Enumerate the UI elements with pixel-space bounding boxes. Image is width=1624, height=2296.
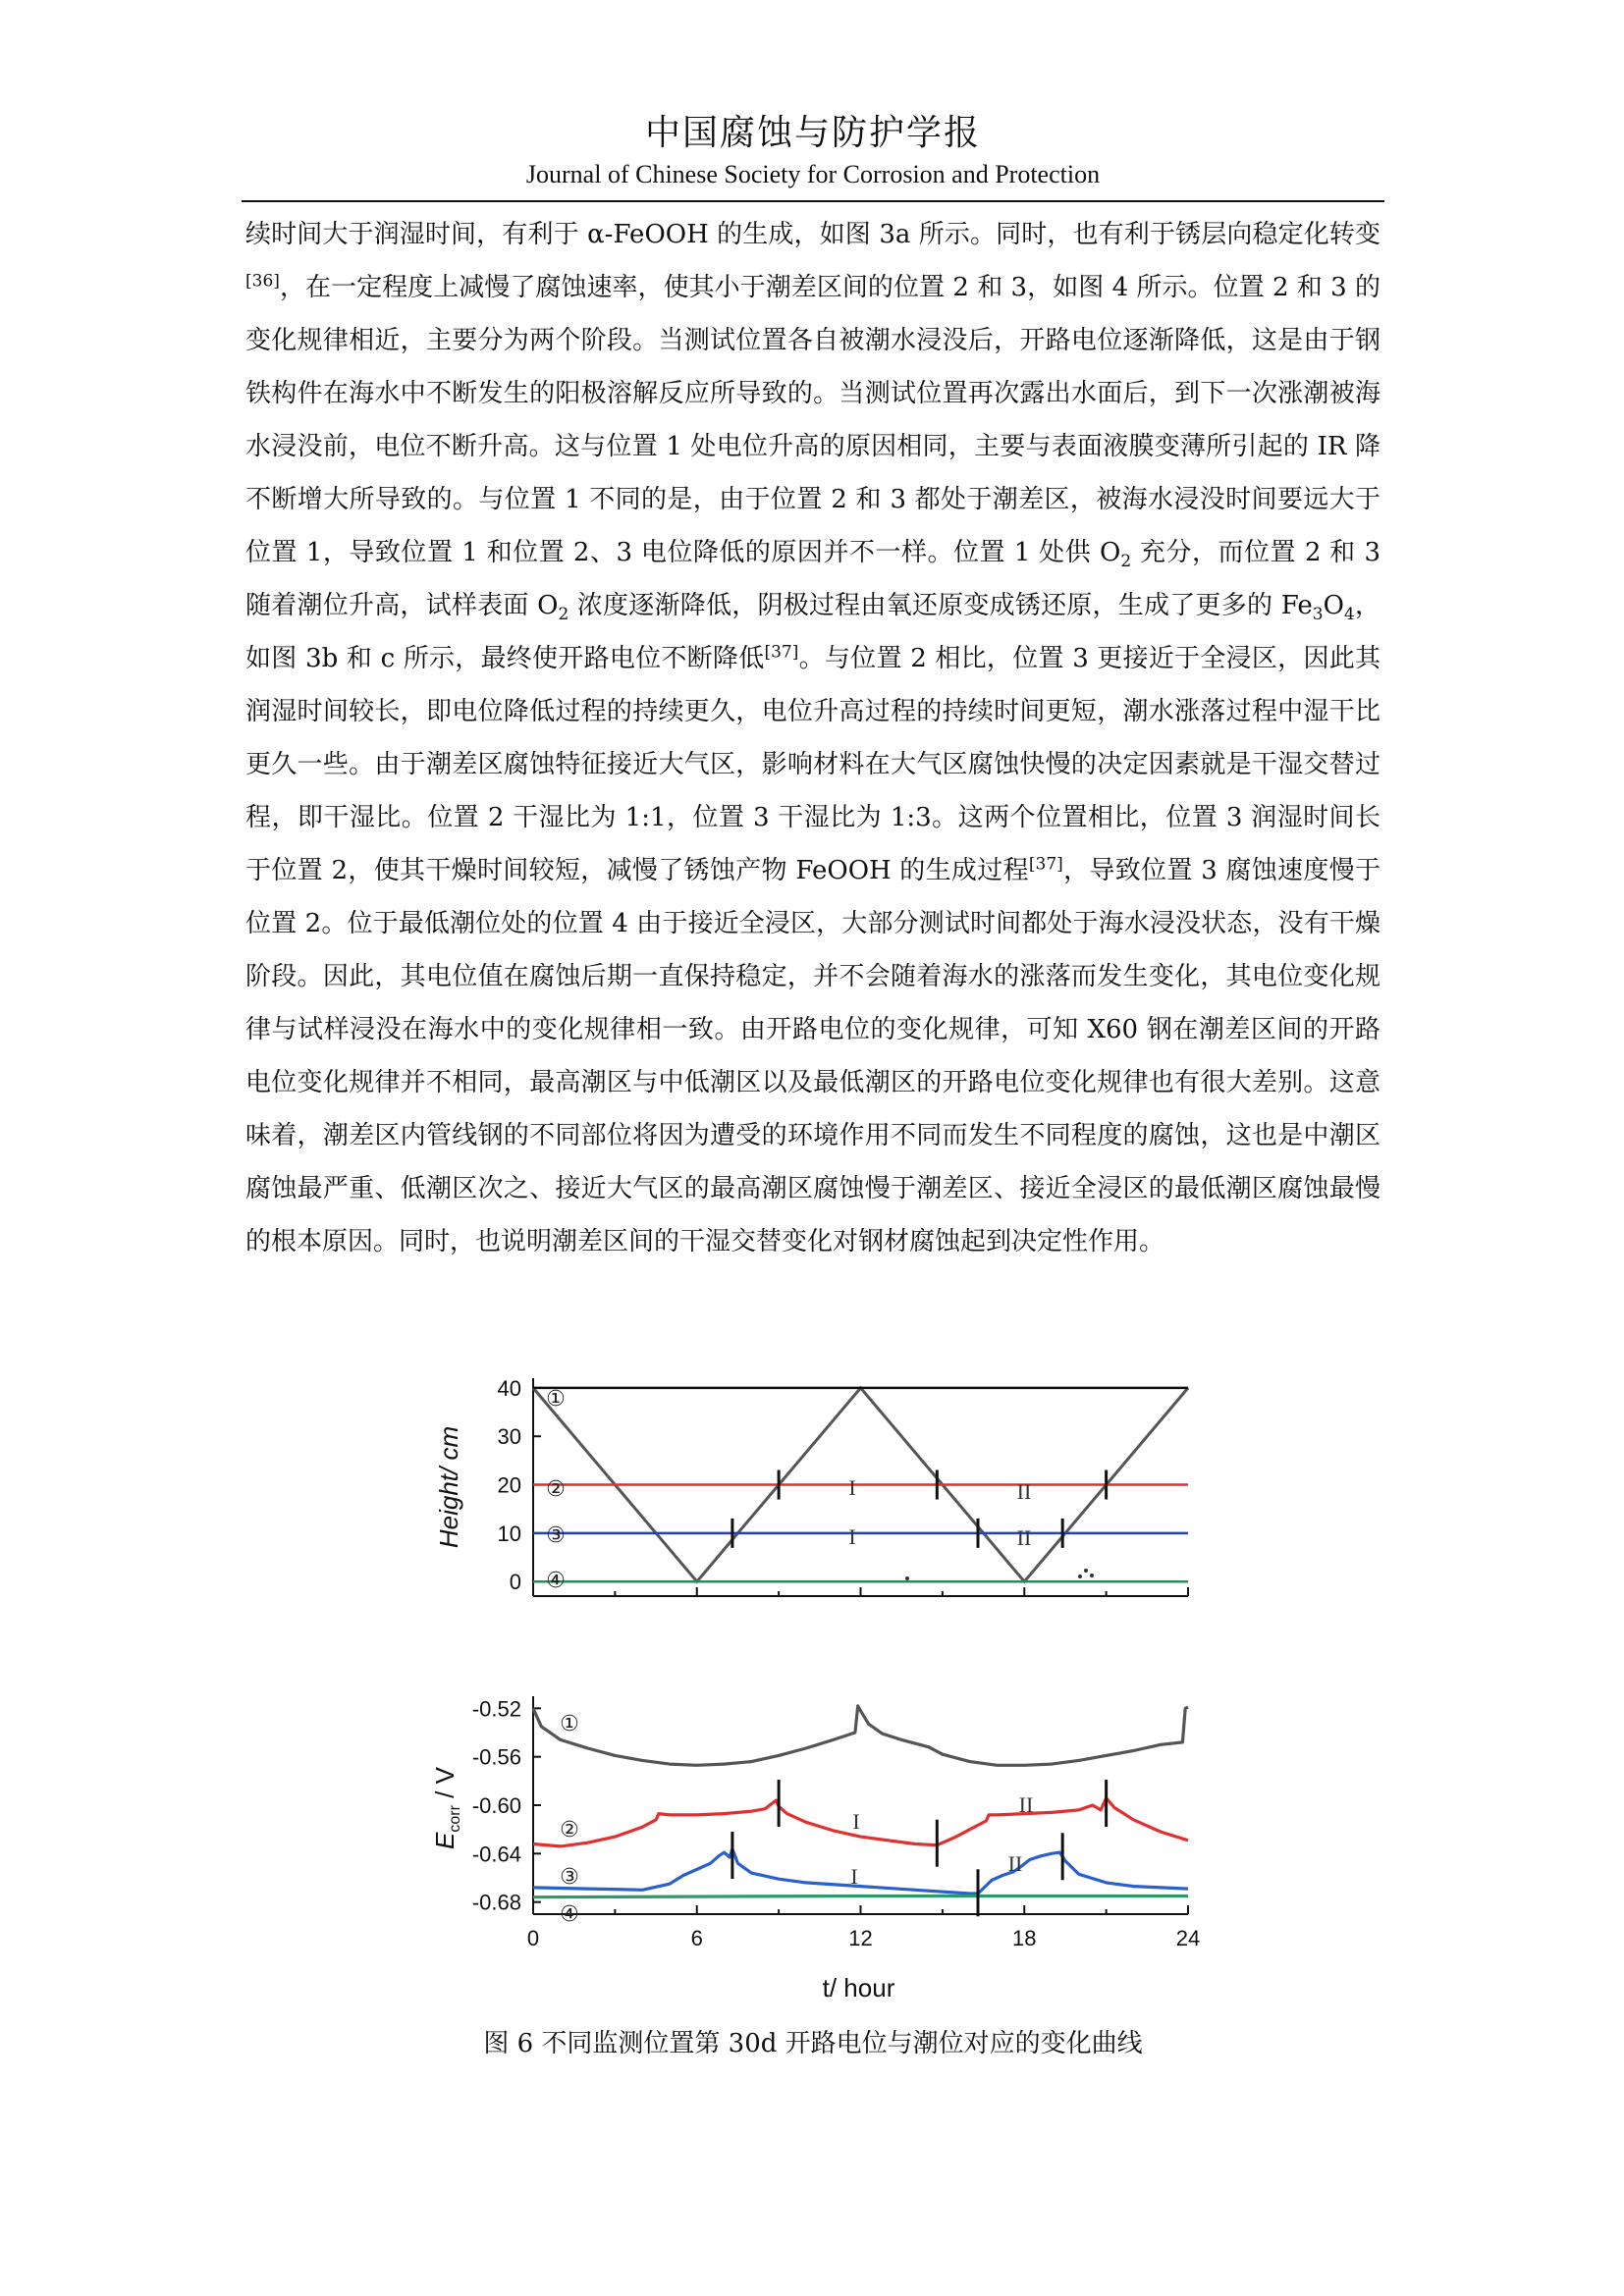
potential-series-4 xyxy=(533,1896,1188,1897)
potential-stage-label: II xyxy=(1018,1792,1034,1817)
potential-position-label: ② xyxy=(560,1818,579,1842)
potential-series-3 xyxy=(533,1848,1188,1894)
height-stage-label: II xyxy=(1016,1525,1032,1550)
potential-series-1 xyxy=(533,1706,1188,1765)
citation-37: [37] xyxy=(1028,854,1063,875)
potential-xtick-label: 6 xyxy=(690,1926,703,1950)
potential-ytick-label: -0.68 xyxy=(471,1890,521,1915)
height-dot xyxy=(1090,1574,1094,1577)
height-ytick-label: 20 xyxy=(497,1472,521,1498)
text-run: 。与位置 2 相比，位置 3 更接近于全浸区，因此其润湿时间较长，即电位降低过程的持续更久，电位升高过程的持续时间更短，潮水涨落过程中湿干比更久一些。由于潮差区腐蚀特征接近大气区，影响材料在大气区腐蚀快慢的决定因素就是干湿交替过程，即干湿比。位置 2 干湿比为 1:1，位置 3 干湿比为 1:3。这两个位置相比，位置 3 润湿时间长于位置 2，使其干燥时间较短，减慢了锈蚀产物 FeOOH 的生成过程 xyxy=(245,644,1380,885)
height-position-label: ④ xyxy=(546,1569,566,1593)
potential-xtick-label: 0 xyxy=(526,1926,540,1950)
potential-ylabel xyxy=(430,1766,463,1849)
height-ytick-label: 0 xyxy=(509,1570,521,1595)
height-stage-label: I xyxy=(848,1475,856,1500)
text-run: ，如图 3b 和 c 所示，最终使开路电位不断降低 xyxy=(245,591,1380,673)
journal-title-cn: 中国腐蚀与防护学报 xyxy=(644,113,981,153)
potential-ylabel-sub: corr xyxy=(447,1805,463,1833)
potential-stage-label: I xyxy=(850,1864,858,1889)
subscript: 2 xyxy=(558,605,569,625)
height-position-label: ① xyxy=(546,1387,566,1412)
figure-caption: 图 6 不同监测位置第 30d 开路电位与潮位对应的变化曲线 xyxy=(483,2029,1143,2058)
text-run: 续时间大于润湿时间，有利于 α-FeOOH 的生成，如图 3a 所示。同时，也有利于锈层向稳定化转变 xyxy=(245,220,1380,249)
potential-ytick-label: -0.64 xyxy=(471,1842,521,1867)
height-dot xyxy=(905,1576,909,1580)
potential-ytick-label: -0.52 xyxy=(471,1696,521,1722)
potential-ylabel-unit: / V xyxy=(430,1767,460,1806)
potential-ytick-label: -0.60 xyxy=(471,1793,521,1818)
potential-xtick-label: 18 xyxy=(1012,1926,1037,1950)
height-ytick-label: 30 xyxy=(497,1424,521,1450)
subscript: 2 xyxy=(1120,552,1132,572)
potential-stage-label: I xyxy=(852,1809,860,1834)
potential-position-label: ③ xyxy=(560,1865,579,1890)
potential-position-label: ① xyxy=(560,1712,579,1736)
height-ytick-label: 40 xyxy=(497,1375,521,1401)
subscript: 4 xyxy=(1343,605,1355,625)
potential-ytick-label: -0.56 xyxy=(471,1744,521,1770)
height-dot xyxy=(1078,1575,1082,1578)
text-run: ，导致位置 3 腐蚀速度慢于位置 2。位于最低潮位处的位置 4 由于接近全浸区，大部分测试时间都处于海水浸没状态，没有干燥阶段。因此，其电位值在腐蚀后期一直保持稳定，并不会随着海水的涨落而发生变化，其电位变化规律与试样浸没在海水中的变化规律相一致。由开路电位的变化规律，可知 X60 钢在潮差区间的开路电位变化规律并不相同，最高潮区与中低潮区以及最低潮区的开路电位变化规律也有很大差别。这意味着，潮差区内管线钢的不同部位将因为遭受的环境作用不同而发生不同程度的腐蚀，这也是中潮区腐蚀最严重、低潮区次之、接近大气区的最高潮区腐蚀慢于潮差区、接近全浸区的最低潮区腐蚀最慢的根本原因。同时，也说明潮差区间的干湿交替变化对钢材腐蚀起到决定性作用。 xyxy=(245,856,1380,1256)
height-stage-label: II xyxy=(1016,1479,1032,1504)
potential-stage-label: II xyxy=(1007,1851,1023,1876)
text-run: 浓度逐渐降低，阴极过程由氧还原变成锈还原，生成了更多的 Fe xyxy=(568,591,1313,620)
height-stage-label: I xyxy=(848,1524,856,1549)
height-position-label: ② xyxy=(546,1477,566,1502)
potential-xtick-label: 24 xyxy=(1175,1926,1201,1950)
text-run: ，在一定程度上减慢了腐蚀速率，使其小于潮差区间的位置 2 和 3，如图 4 所示。位置 2 和 3 的变化规律相近，主要分为两个阶段。当测试位置各自被潮水浸没后，开路电位逐渐降低，这是由于钢铁构件在海水中不断发生的阳极溶解反应所导致的。当测试位置再次露出水面后，到下一次涨潮被海水浸没前，电位不断升高。这与位置 1 处电位升高的原因相同，主要与表面液膜变薄所引起的 IR 降不断增大所导致的。与位置 1 不同的是，由于位置 2 和 3 都处于潮差区，被海水浸没时间要远大于位置 1，导致位置 1 和位置 2、3 电位降低的原因并不一样。位置 1 处供 O xyxy=(245,273,1380,567)
height-dot xyxy=(1084,1569,1088,1573)
potential-series-2 xyxy=(533,1798,1188,1846)
citation-36: [36] xyxy=(245,271,280,292)
journal-title-en: Journal of Chinese Society for Corrosion and Protection xyxy=(525,160,1101,188)
potential-position-label: ④ xyxy=(560,1902,579,1927)
height-ylabel: Height/ cm xyxy=(434,1425,463,1549)
height-ytick-label: 10 xyxy=(497,1521,521,1546)
text-run: 充分，而位置 2 和 3 随着潮位升高，试样表面 O xyxy=(245,538,1380,620)
height-position-label: ③ xyxy=(546,1523,566,1548)
potential-ylabel-main: E xyxy=(430,1832,460,1849)
citation-37: [37] xyxy=(764,642,799,663)
text-run: O xyxy=(1323,591,1344,620)
potential-xlabel: t/ hour xyxy=(822,1973,895,2002)
potential-xtick-label: 12 xyxy=(848,1926,873,1950)
subscript: 3 xyxy=(1312,605,1324,625)
